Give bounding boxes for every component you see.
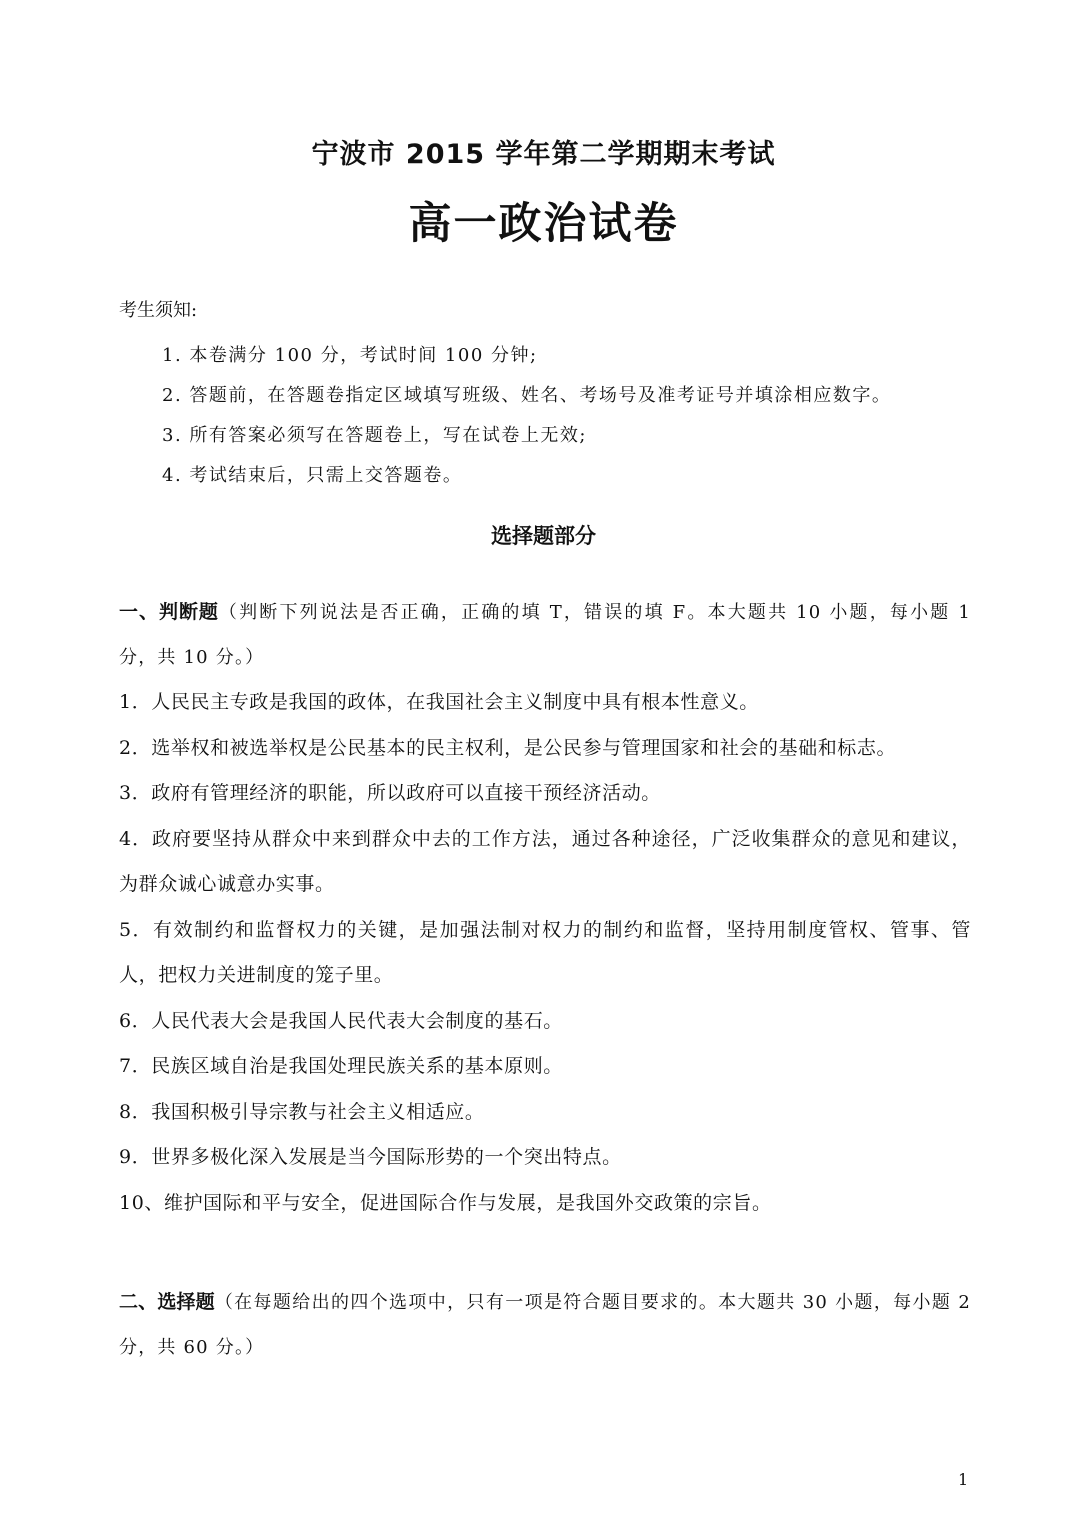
question-item: 7．民族区域自治是我国处理民族关系的基本原则。 <box>119 1055 563 1077</box>
part-description: （判断下列说法是否正确，正确的填 T，错误的填 F。本大题共 10 小题，每小题 1 分，共 10 分。） <box>119 602 971 668</box>
question-item: 3．政府有管理经济的职能，所以政府可以直接干预经济活动。 <box>119 782 661 804</box>
notice-item: 1. 本卷满分 100 分，考试时间 100 分钟; <box>162 345 538 366</box>
question-item: 9．世界多极化深入发展是当今国际形势的一个突出特点。 <box>119 1146 622 1168</box>
question-item: 5．有效制约和监督权力的关键，是加强法制对权力的制约和监督，坚持用制度管权、管事、管人，把权力关进制度的笼子里。 <box>119 918 971 986</box>
notice-item: 4. 考试结束后，只需上交答题卷。 <box>162 465 463 486</box>
notice-item: 3. 所有答案必须写在答题卷上，写在试卷上无效; <box>162 425 587 446</box>
part-label: 二、选择题 <box>119 1291 215 1313</box>
question-list <box>119 680 971 1226</box>
part-multiple-choice <box>119 1280 971 1370</box>
notice-item: 2. 答题前，在答题卷指定区域填写班级、姓名、考场号及准考证号并填涂相应数字。 <box>162 385 892 406</box>
question-item: 10、维护国际和平与安全，促进国际合作与发展，是我国外交政策的宗旨。 <box>119 1191 772 1214</box>
section-title: 选择题部分 <box>491 524 596 548</box>
part-true-false <box>119 590 971 1226</box>
notice-heading: 考生须知: <box>119 300 198 321</box>
part-label: 一、判断题 <box>119 601 219 623</box>
exam-title: 宁波市 2015 学年第二学期期末考试 <box>311 139 776 170</box>
question-item: 1．人民民主专政是我国的政体，在我国社会主义制度中具有根本性意义。 <box>119 691 759 713</box>
question-item: 6．人民代表大会是我国人民代表大会制度的基石。 <box>119 1009 563 1032</box>
notice-list <box>162 336 1022 496</box>
question-item: 4．政府要坚持从群众中来到群众中去的工作方法，通过各种途径，广泛收集群众的意见和建议，为群众诚心诚意办实事。 <box>119 827 971 895</box>
page-number: 1 <box>958 1470 969 1489</box>
question-item: 8．我国积极引导宗教与社会主义相适应。 <box>119 1100 485 1123</box>
question-item: 2．选举权和被选举权是公民基本的民主权利，是公民参与管理国家和社会的基础和标志。 <box>119 736 897 759</box>
exam-subtitle: 高一政治试卷 <box>408 199 679 249</box>
part-heading <box>119 1280 971 1370</box>
part-heading <box>119 590 971 680</box>
part-description: （在每题给出的四个选项中，只有一项是符合题目要求的。本大题共 30 小题，每小题 2 分，共 60 分。） <box>119 1292 971 1358</box>
